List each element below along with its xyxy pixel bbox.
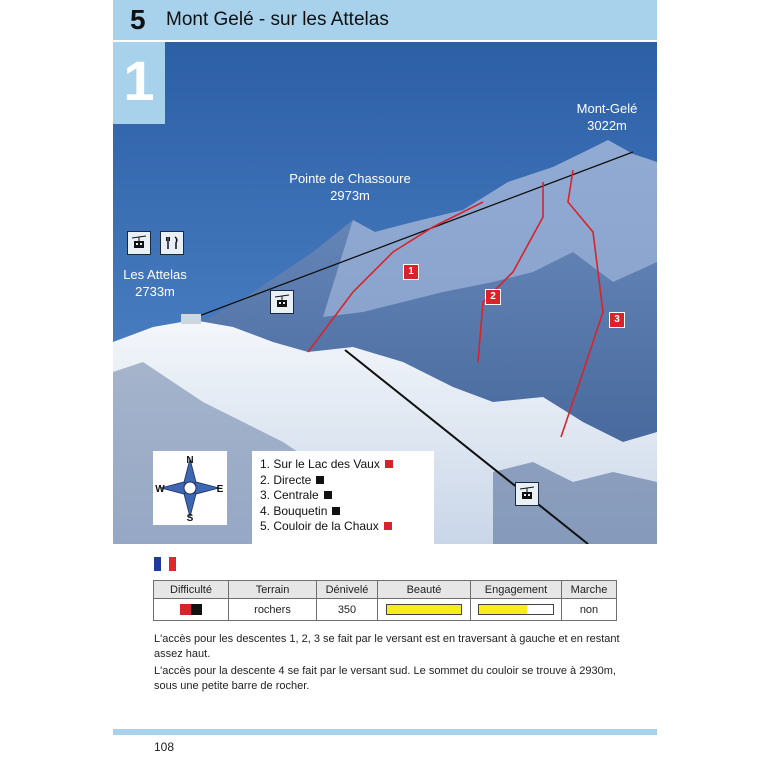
legend-item — [260, 473, 434, 489]
table-header-cell: Marche — [562, 581, 617, 599]
difficulty-black-square — [316, 476, 324, 484]
legend-label: 1. Sur le Lac des Vaux — [260, 457, 380, 471]
peak-altitude: 2973m — [330, 188, 370, 203]
beaute-bar-fill — [387, 605, 461, 614]
table-header-cell: Dénivelé — [317, 581, 378, 599]
terrain-cell: rochers — [229, 599, 317, 621]
peak-label-les-attelas — [110, 266, 200, 300]
engagement-bar-fill — [479, 605, 527, 614]
compass-east: E — [216, 484, 224, 495]
cable-car-lower-icon — [515, 482, 539, 506]
compass-icon — [153, 451, 227, 525]
difficulty-black-square — [324, 491, 332, 499]
difficulty-cell — [154, 599, 229, 621]
table-row — [154, 599, 617, 621]
peak-name: Les Attelas — [123, 267, 187, 282]
peak-label-pointe-de-chassoure — [280, 170, 420, 204]
peak-altitude: 3022m — [587, 118, 627, 133]
legend-label: 5. Couloir de la Chaux — [260, 519, 379, 533]
restaurant-icon — [160, 231, 184, 255]
route-marker-1: 1 — [403, 264, 419, 280]
cable-car-icon — [127, 231, 151, 255]
page-number: 108 — [154, 740, 175, 754]
difficulty-black-square — [191, 604, 202, 615]
access-paragraph-2: L'accès pour la descente 4 se fait par le versant sud. Le sommet du couloir se trouve à 2930m, sous une petite barre de rocher. — [154, 665, 616, 692]
table-header-cell: Beauté — [378, 581, 471, 599]
difficulty-red-square — [384, 522, 392, 530]
legend-item — [260, 519, 434, 535]
engagement-cell — [471, 599, 562, 621]
section-box — [113, 42, 165, 124]
route-number: 5 — [130, 4, 146, 35]
difficulty-red-square — [385, 460, 393, 468]
table-header-row — [154, 581, 617, 599]
table-header-cell: Engagement — [471, 581, 562, 599]
peak-label-mont-gele — [562, 100, 652, 134]
table-header-cell: Difficulté — [154, 581, 229, 599]
route-marker-2: 2 — [485, 289, 501, 305]
route-info-table — [153, 580, 617, 621]
denivele-cell: 350 — [317, 599, 378, 621]
peak-name: Mont-Gelé — [576, 101, 638, 116]
difficulty-black-square — [332, 507, 340, 515]
french-flag-icon — [154, 557, 176, 571]
table-header-cell: Terrain — [229, 581, 317, 599]
marche-cell: non — [562, 599, 617, 621]
beaute-cell — [378, 599, 471, 621]
route-marker-3: 3 — [609, 312, 625, 328]
peak-name: Pointe de Chassoure — [289, 171, 411, 186]
section-number: 1 — [123, 49, 155, 112]
compass-rose — [153, 451, 227, 525]
beaute-bar — [386, 604, 462, 615]
legend-label: 3. Centrale — [260, 488, 319, 502]
cable-car-station-icon — [270, 290, 294, 314]
legend-label: 4. Bouquetin — [260, 503, 328, 518]
compass-north: N — [186, 455, 194, 466]
access-paragraph-1: L'accès pour les descentes 1, 2, 3 se fait par le versant est en traversant à gauche et en restant assez haut. — [154, 633, 620, 660]
footer-rule — [113, 729, 657, 735]
engagement-bar — [478, 604, 554, 615]
compass-west: W — [155, 484, 165, 495]
legend-label: 2. Directe — [260, 472, 312, 487]
route-legend — [252, 451, 434, 545]
peak-altitude: 2733m — [135, 284, 175, 299]
difficulty-red-square — [180, 604, 191, 615]
legend-item — [260, 488, 434, 504]
station-building — [181, 314, 201, 324]
compass-south: S — [186, 513, 194, 524]
legend-item — [260, 457, 434, 473]
page-title: Mont Gelé - sur les Attelas — [166, 9, 389, 30]
legend-item — [260, 504, 434, 520]
